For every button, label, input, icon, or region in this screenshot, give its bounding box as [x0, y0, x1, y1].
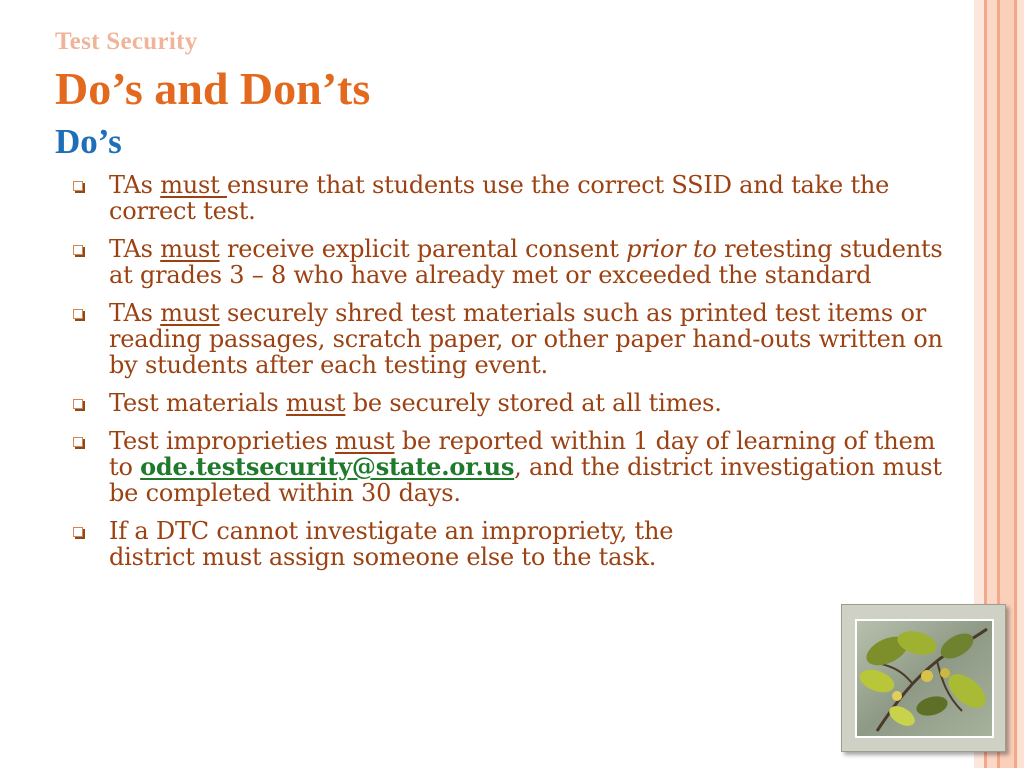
bullet-text: TAs	[109, 299, 161, 327]
emphasis-must: must	[160, 171, 227, 199]
section-heading: Do’s	[55, 122, 122, 161]
emphasis-prior-to: prior to	[626, 235, 717, 263]
bullet-item	[0, 518, 960, 570]
bullet-text: If a DTC cannot investigate an impropriety, the district must assign someone else to the task.	[109, 517, 674, 571]
bullet-text: Test materials	[109, 389, 286, 417]
bullet-text: retesting students at grades 3 – 8 who have already met or exceeded the standard	[109, 235, 943, 289]
checkbox-bullet-icon	[73, 437, 83, 447]
bullet-text: be reported within 1 day of learning of them to	[109, 427, 936, 481]
slide-supertitle: Test Security	[55, 28, 198, 55]
bullet-item	[0, 236, 960, 288]
checkbox-bullet-icon	[73, 527, 83, 537]
bullet-text: Test improprieties	[109, 427, 336, 455]
bullet-text: , and the district investigation must be completed within 30 days.	[109, 453, 942, 507]
emphasis-must: must	[335, 427, 395, 455]
bullet-text: securely shred test materials such as printed test items or reading passages, scratch paper, or other paper hand-outs written on by students after each testing event.	[109, 299, 943, 379]
oak-leaves-image-icon	[857, 621, 992, 736]
email-link[interactable]: ode.testsecurity@state.or.us	[140, 452, 515, 481]
bullet-text: receive explicit parental consent	[219, 235, 627, 263]
bullet-item	[0, 300, 960, 378]
photo-frame	[841, 604, 1006, 752]
stripe	[1017, 0, 1024, 768]
oak-leaves-photo	[855, 619, 994, 738]
bullet-text: ensure that students use the correct SSID and take the correct test.	[109, 171, 890, 225]
bullet-item	[0, 172, 960, 224]
bullet-item	[0, 390, 960, 416]
bullet-text: be securely stored at all times.	[345, 389, 722, 417]
checkbox-bullet-icon	[73, 399, 83, 409]
bullet-item	[0, 428, 960, 506]
bullet-text: TAs	[109, 235, 161, 263]
emphasis-must: must	[285, 389, 346, 417]
bullet-list	[0, 172, 960, 582]
checkbox-bullet-icon	[73, 245, 83, 255]
emphasis-must: must	[160, 299, 220, 327]
checkbox-bullet-icon	[73, 309, 83, 319]
emphasis-must: must	[160, 235, 220, 263]
checkbox-bullet-icon	[73, 181, 83, 191]
slide-title: Do’s and Don’ts	[55, 63, 371, 114]
bullet-text: TAs	[109, 171, 161, 199]
